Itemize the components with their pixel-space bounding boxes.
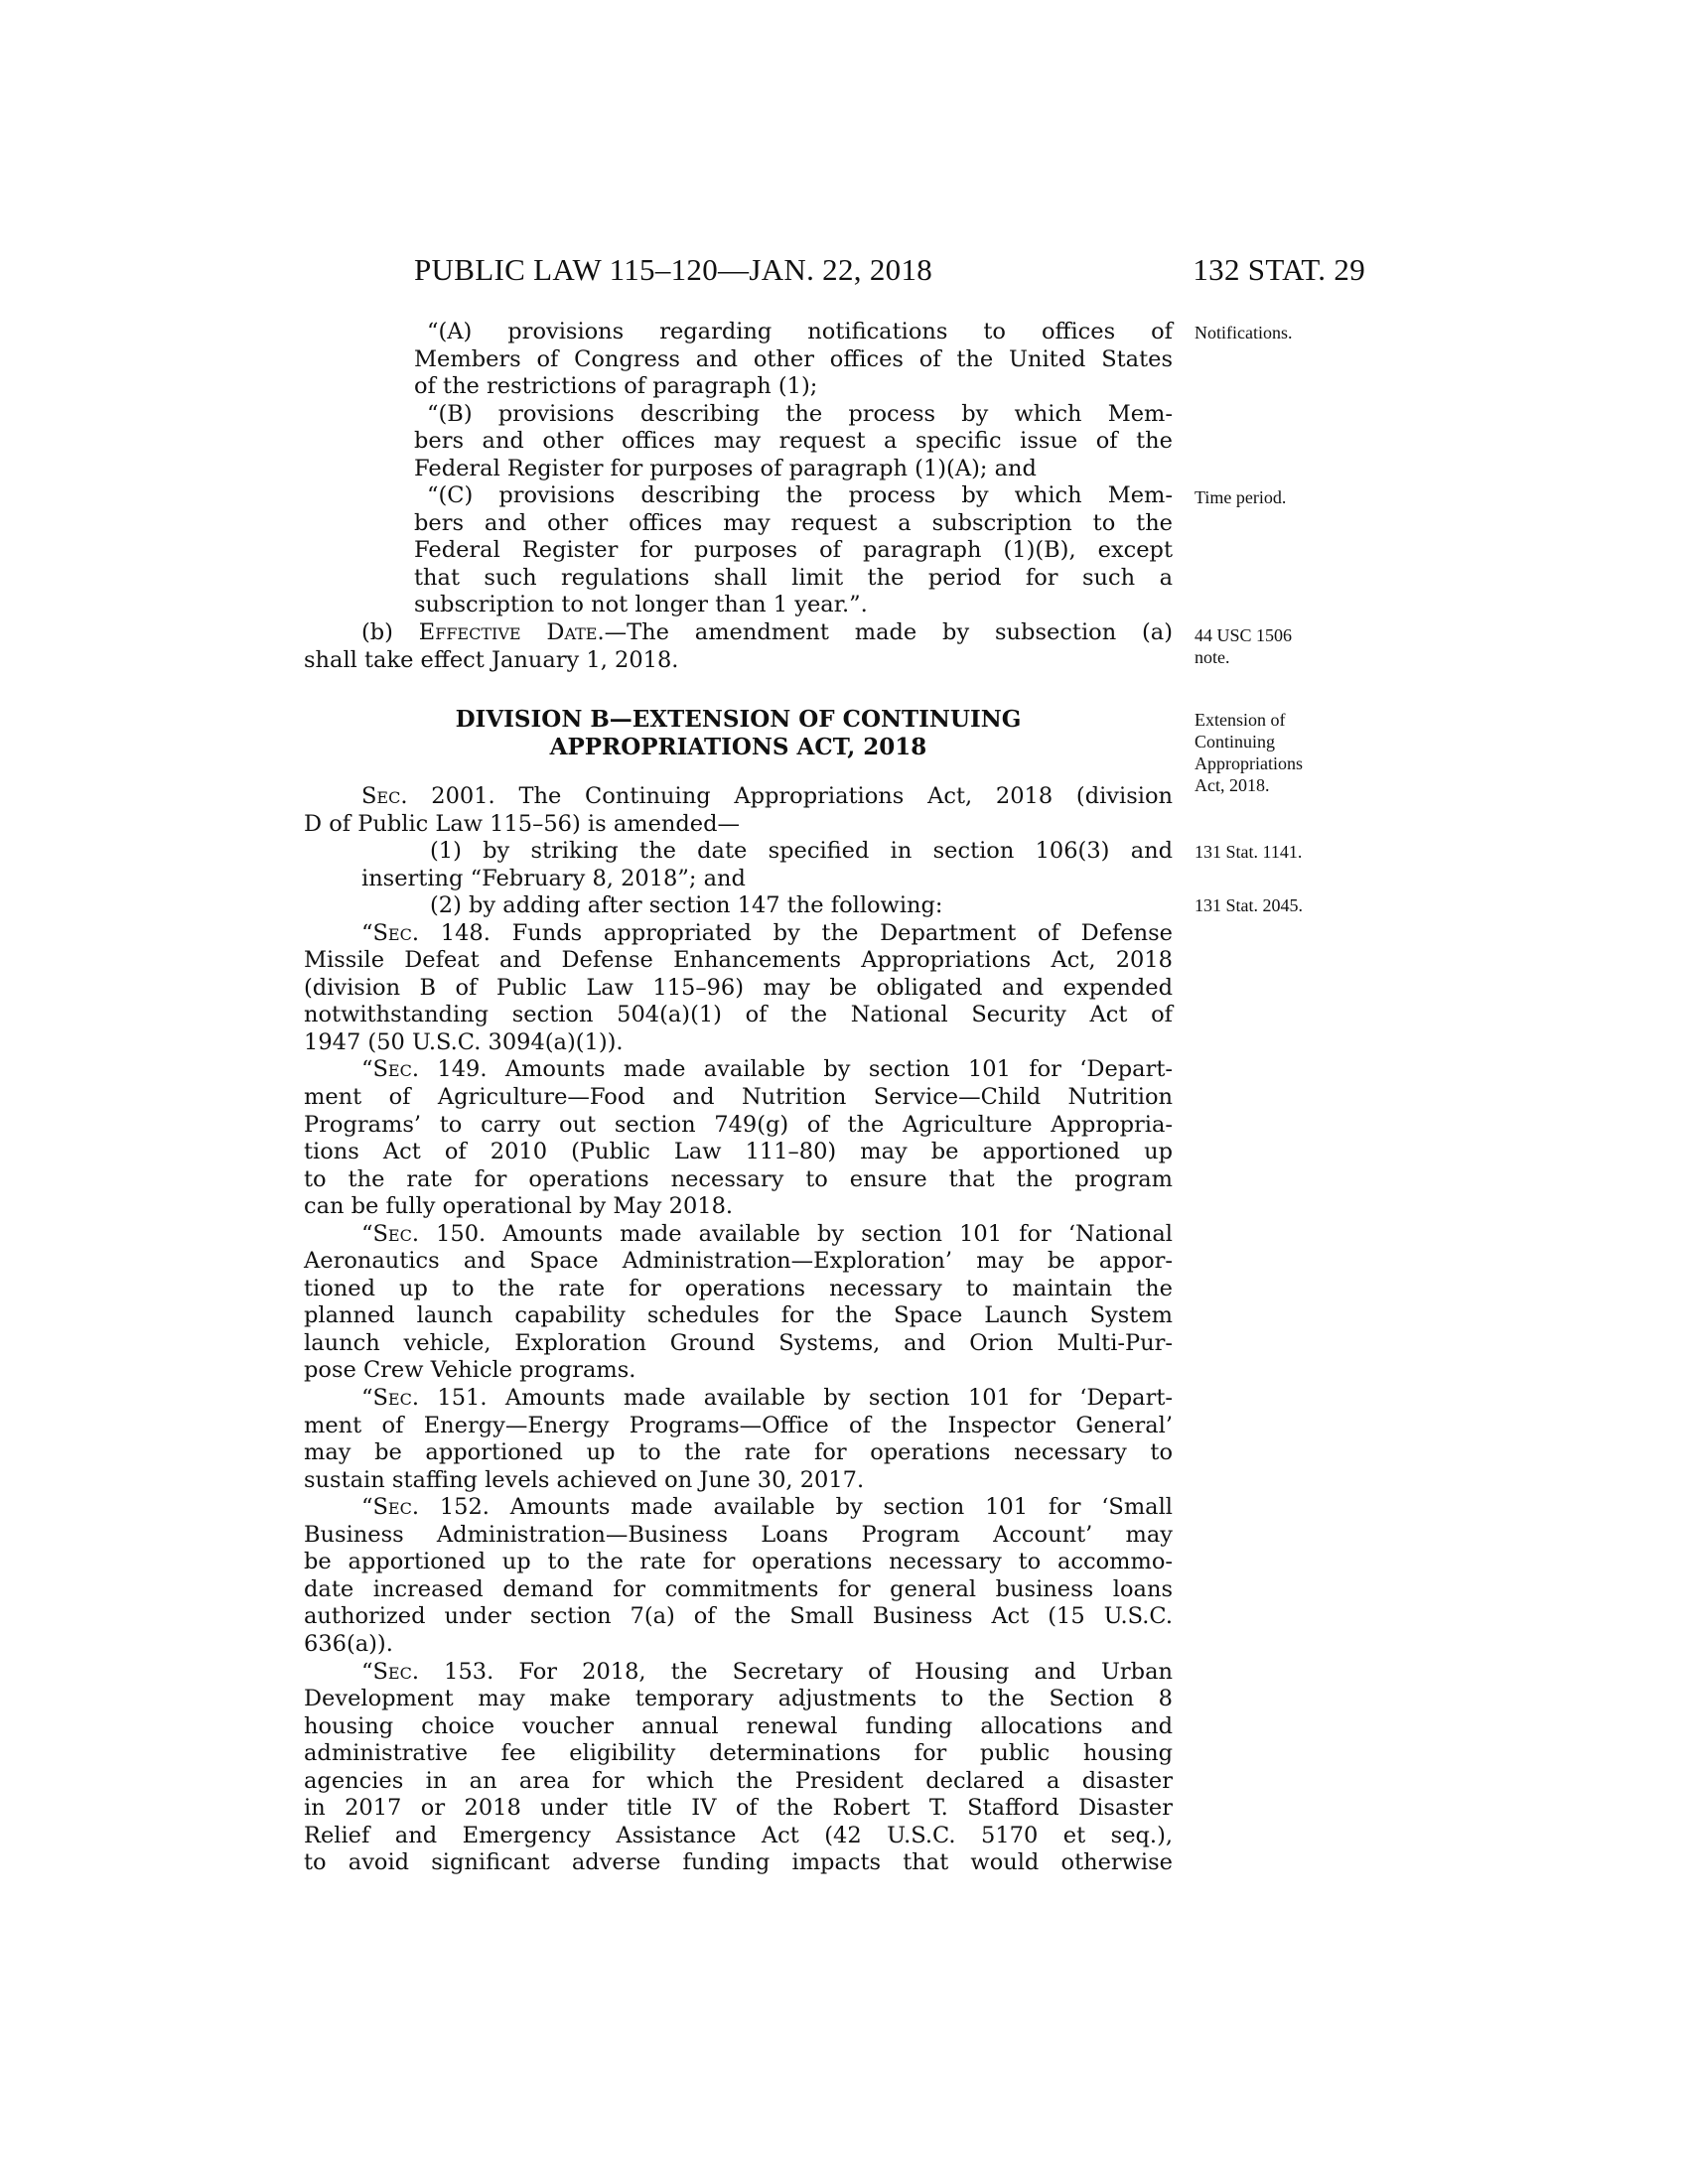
text-line [304, 920, 1173, 948]
paragraph [304, 1659, 1173, 1877]
text-line: Federal Register for purposes of paragraph (1)(A); and [414, 455, 1037, 481]
text-line [304, 1221, 1173, 1249]
paragraph [304, 1056, 1173, 1220]
text-line: (2) by adding after section 147 the following: [430, 892, 943, 919]
text-line: tioned up to the rate for operations necessary to maintain the [304, 1275, 1173, 1301]
paragraph [361, 892, 1173, 920]
line-text: 151. Amounts made available by section 101 for ‘Depart- [419, 1385, 1173, 1412]
small-caps-label: Sec. [372, 1385, 420, 1412]
division-heading [304, 706, 1173, 760]
text-line [304, 1385, 1173, 1413]
paragraph [304, 1494, 1173, 1658]
body-text-block-2 [304, 783, 1173, 1877]
text-line: 636(a)). [304, 1630, 393, 1657]
text-line: Business Administration—Business Loans Program Account’ may [304, 1521, 1173, 1548]
small-caps-label: Sec. [361, 783, 408, 809]
text-line: pose Crew Vehicle programs. [304, 1357, 636, 1384]
margin-note-extension: Extension of [1195, 710, 1286, 730]
text-line: (division B of Public Law 115–96) may be obligated and expended [304, 974, 1173, 1001]
margin-note-extension: Appropriations [1195, 753, 1303, 773]
text-line: tions Act of 2010 (Public Law 111–80) may be apportioned up [304, 1139, 1173, 1165]
text-line: can be fully operational by May 2018. [304, 1193, 734, 1220]
line-text: 148. Funds appropriated by the Department of Defense [419, 919, 1173, 946]
margin-note-stat-1141: 131 Stat. 1141. [1195, 842, 1303, 862]
paragraph [304, 1385, 1173, 1494]
text-line [304, 1659, 1173, 1687]
line-lead: “ [361, 1494, 373, 1521]
paragraph [304, 1221, 1173, 1385]
text-line: Missile Defeat and Defense Enhancements Appropriations Act, 2018 [304, 947, 1173, 974]
line-lead: “ [361, 919, 373, 946]
text-line: inserting “February 8, 2018”; and [361, 865, 746, 891]
running-header-title: PUBLIC LAW 115–120—JAN. 22, 2018 [414, 252, 933, 287]
text-line: ment of Agriculture—Food and Nutrition Service—Child Nutrition [304, 1084, 1173, 1111]
small-caps-label: Sec. [372, 1658, 420, 1685]
text-line: planned launch capability schedules for the Space Launch System [304, 1302, 1173, 1329]
body-text-block-1 [304, 319, 1173, 674]
text-line: Federal Register for purposes of paragraph (1)(B), except [414, 537, 1173, 564]
text-line [304, 619, 1173, 647]
line-lead: “ [361, 1385, 373, 1412]
line-text: 152. Amounts made available by section 101 for ‘Small [419, 1494, 1173, 1521]
text-line: to the rate for operations necessary to ensure that the program [304, 1165, 1173, 1192]
small-caps-label: Sec. [372, 1220, 420, 1247]
text-line: Programs’ to carry out section 749(g) of the Agriculture Appropria- [304, 1111, 1173, 1138]
division-heading-line: DIVISION B—EXTENSION OF CONTINUING [455, 706, 1022, 733]
line-lead: “ [361, 1658, 373, 1685]
text-line: 1947 (50 U.S.C. 3094(a)(1)). [304, 1028, 624, 1055]
text-line: be apportioned up to the rate for operations necessary to accommo- [304, 1549, 1173, 1575]
text-line: “(A) provisions regarding notifications to offices of [427, 319, 1173, 344]
line-text: 150. Amounts made available by section 101 for ‘National [419, 1220, 1173, 1247]
line-text: 153. For 2018, the Secretary of Housing and Urban [419, 1658, 1173, 1685]
margin-note-extension: Continuing [1195, 732, 1276, 751]
text-line: notwithstanding section 504(a)(1) of the National Security Act of [304, 1002, 1173, 1028]
paragraph [304, 783, 1173, 838]
paragraph [361, 838, 1173, 892]
text-line [304, 1056, 1173, 1084]
paragraph [304, 920, 1173, 1057]
text-line: that such regulations shall limit the period for such a [414, 564, 1173, 591]
text-line: D of Public Law 115–56) is amended— [304, 810, 740, 837]
text-line: to avoid significant adverse funding impacts that would otherwise [304, 1849, 1173, 1876]
text-line [304, 1494, 1173, 1522]
text-line: may be apportioned up to the rate for operations necessary to [304, 1439, 1173, 1466]
paragraph [304, 619, 1173, 674]
small-caps-label: Effective Date [418, 619, 598, 646]
line-lead: “ [361, 1056, 373, 1083]
text-line: ment of Energy—Energy Programs—Office of the Inspector General’ [304, 1412, 1173, 1438]
small-caps-label: Sec. [372, 919, 420, 946]
text-line: shall take effect January 1, 2018. [304, 646, 679, 673]
margin-note-extension: Act, 2018. [1195, 775, 1270, 795]
line-lead: “ [361, 1220, 373, 1247]
text-line: in 2017 or 2018 under title IV of the Robert T. Stafford Disaster [304, 1795, 1173, 1822]
text-line: date increased demand for commitments for general business loans [304, 1575, 1173, 1602]
division-heading-line: APPROPRIATIONS ACT, 2018 [549, 733, 927, 760]
margin-note-notifications: Notifications. [1195, 323, 1293, 342]
text-line: Members of Congress and other offices of the United States [414, 345, 1173, 372]
paragraph [414, 482, 1173, 619]
text-line [304, 783, 1173, 811]
text-line: agencies in an area for which the President declared a disaster [304, 1767, 1173, 1794]
line-lead: (b) [361, 619, 419, 646]
margin-note-usc: 44 USC 1506 [1195, 625, 1293, 645]
text-line: Development may make temporary adjustments to the Section 8 [304, 1686, 1173, 1712]
text-line: subscription to not longer than 1 year.”. [414, 592, 868, 618]
paragraph [414, 401, 1173, 483]
text-line: bers and other offices may request a subscription to the [414, 509, 1173, 536]
margin-note-usc-note: note. [1195, 647, 1230, 667]
small-caps-label: Sec. [372, 1494, 420, 1521]
text-line: authorized under section 7(a) of the Small Business Act (15 U.S.C. [304, 1603, 1173, 1630]
text-line: administrative fee eligibility determinations for public housing [304, 1740, 1173, 1767]
text-line: “(C) provisions describing the process by which Mem- [427, 482, 1173, 509]
margin-note-time-period: Time period. [1195, 487, 1287, 507]
text-line: launch vehicle, Exploration Ground Systems, and Orion Multi-Pur- [304, 1329, 1173, 1356]
text-line: (1) by striking the date specified in section 106(3) and [430, 838, 1173, 865]
text-line: Relief and Emergency Assistance Act (42 U.S.C. 5170 et seq.), [304, 1822, 1173, 1848]
page-number: 132 STAT. 29 [1193, 252, 1365, 287]
text-line: bers and other offices may request a specific issue of the [414, 428, 1173, 455]
text-line: “(B) provisions describing the process by which Mem- [427, 400, 1173, 427]
line-text: 2001. The Continuing Appropriations Act, 2018 (division [407, 783, 1173, 809]
line-text: .—The amendment made by subsection (a) [597, 619, 1173, 646]
text-line: of the restrictions of paragraph (1); [414, 373, 818, 400]
line-text: 149. Amounts made available by section 101 for ‘Depart- [419, 1056, 1173, 1083]
text-line: housing choice voucher annual renewal funding allocations and [304, 1712, 1173, 1739]
small-caps-label: Sec. [372, 1056, 420, 1083]
text-line: sustain staffing levels achieved on June 30, 2017. [304, 1466, 865, 1493]
paragraph [414, 319, 1173, 401]
margin-note-stat-2045: 131 Stat. 2045. [1195, 895, 1304, 915]
text-line: Aeronautics and Space Administration—Exploration’ may be appor- [304, 1248, 1173, 1275]
